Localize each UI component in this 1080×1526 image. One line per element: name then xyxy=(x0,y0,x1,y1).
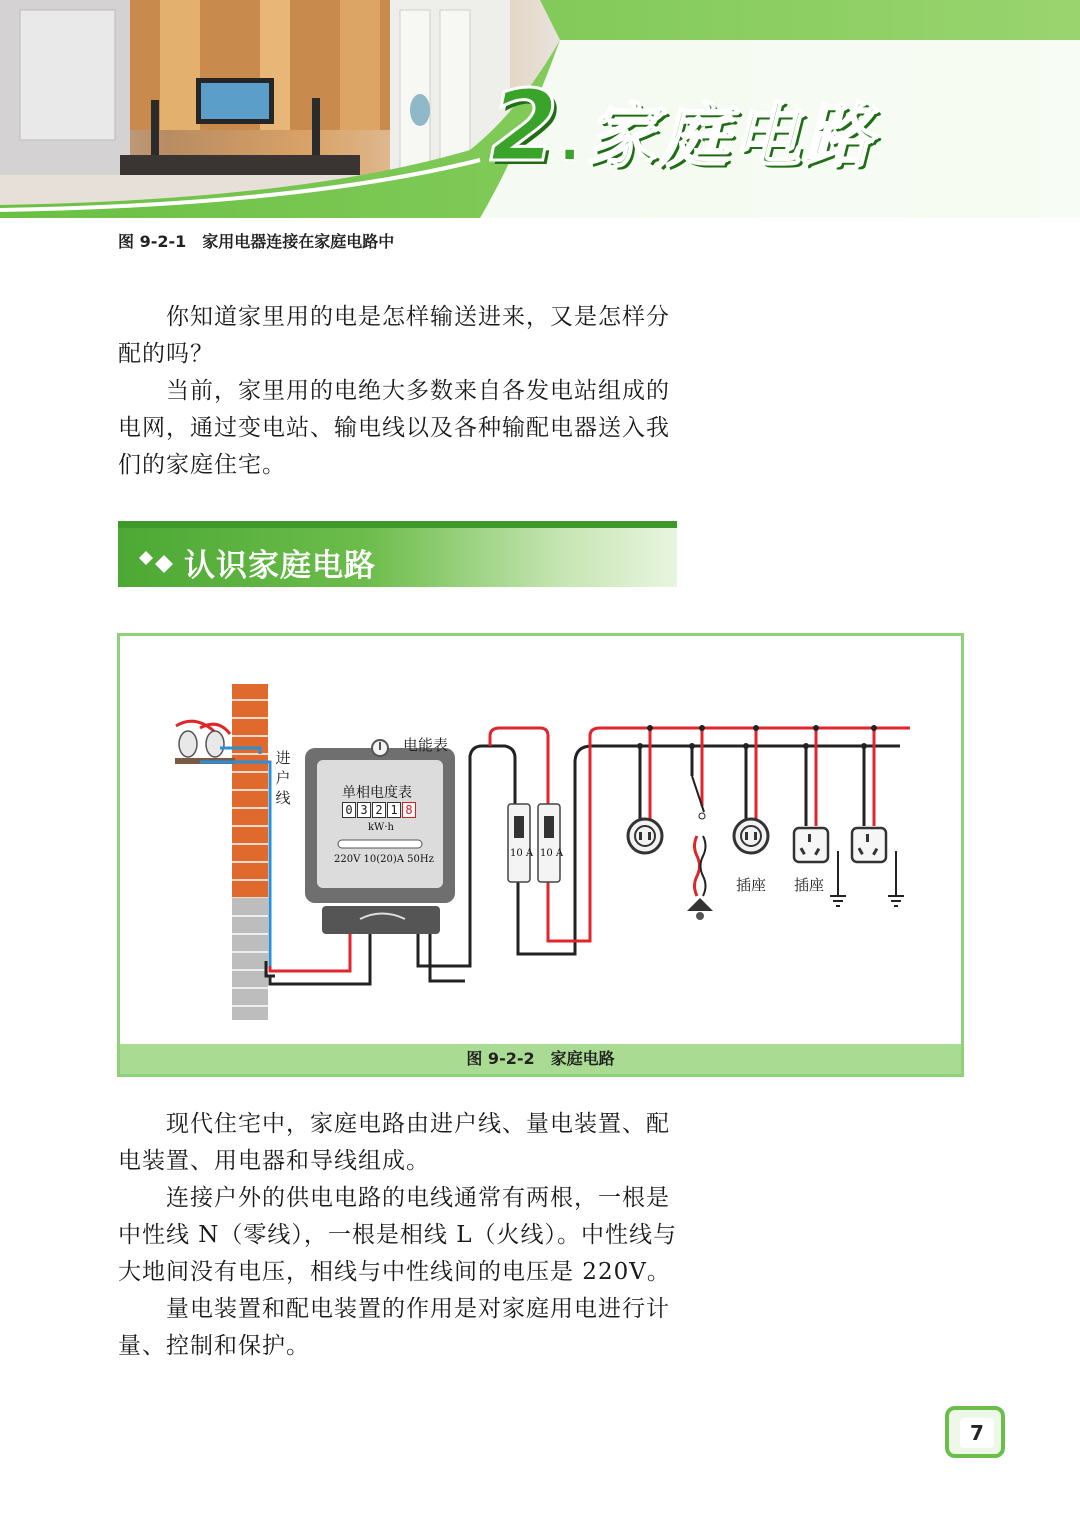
meter-label: 电能表 xyxy=(403,736,449,754)
round-socket-icon xyxy=(734,819,768,853)
body-paragraph-2: 连接户外的供电电路的电线通常有两根，一根是中性线 N（零线），一根是相线 L（火线）。中性线与大地间没有电压，相线与中性线间的电压是 220V。 xyxy=(118,1185,678,1285)
diamond-bullets-icon xyxy=(136,547,178,577)
section-heading xyxy=(118,521,677,587)
section-title: 认识家庭电路 xyxy=(184,548,376,584)
chapter-header-banner xyxy=(0,0,1080,218)
circuit-diagram xyxy=(120,636,961,1044)
meter-spec: 220V 10(20)A 50Hz xyxy=(334,854,434,865)
intro-paragraph-1: 你知道家里用的电是怎样输送进来，又是怎样分配的吗？ xyxy=(118,304,670,367)
figure-1-caption: 图 9-2-1 家用电器连接在家庭电路中 xyxy=(118,232,395,251)
meter-digit: 0 xyxy=(342,802,356,818)
circuit-breakers xyxy=(508,804,560,882)
switch-and-lamp xyxy=(687,776,713,920)
meter-digits xyxy=(342,802,417,818)
body-paragraph-1: 现代住宅中，家庭电路由进户线、量电装置、配电装置、用电器和导线组成。 xyxy=(118,1111,670,1174)
intro-paragraph-2: 当前，家里用的电绝大多数来自各发电站组成的电网，通过变电站、输电线以及各种输配电器送入我们的家庭住宅。 xyxy=(118,378,670,478)
breaker-rating-1: 10 A xyxy=(510,848,534,859)
meter-unit: kW·h xyxy=(368,822,394,833)
figure-2-caption: 图 9-2-2 家庭电路 xyxy=(120,1044,961,1074)
meter-digit: 2 xyxy=(372,802,386,818)
incoming-line-label: 进户线 xyxy=(275,749,291,807)
body-paragraph-3: 量电装置和配电装置的作用是对家庭用电进行计量、控制和保护。 xyxy=(118,1296,670,1359)
meter-digit: 8 xyxy=(402,802,416,818)
breaker-rating-2: 10 A xyxy=(540,848,564,859)
meter-digit: 3 xyxy=(357,802,371,818)
three-pin-socket-icon xyxy=(852,828,904,906)
page-number-badge xyxy=(945,1406,1005,1458)
chapter-dot: . xyxy=(558,105,581,175)
meter-title: 单相电度表 xyxy=(342,785,412,801)
chapter-number: 2 xyxy=(490,70,559,184)
socket-label-2: 插座 xyxy=(794,876,825,894)
brick-wall xyxy=(232,684,268,1020)
round-socket-icon xyxy=(628,819,662,853)
section-heading-rule xyxy=(118,521,677,528)
household-circuit-figure xyxy=(117,633,964,1077)
chapter-name: 家庭电路 xyxy=(587,95,875,177)
meter-digit: 1 xyxy=(387,802,401,818)
socket-label-1: 插座 xyxy=(736,876,767,894)
page-number: 7 xyxy=(960,1418,994,1448)
chapter-title xyxy=(490,70,875,184)
electric-meter xyxy=(305,740,455,934)
